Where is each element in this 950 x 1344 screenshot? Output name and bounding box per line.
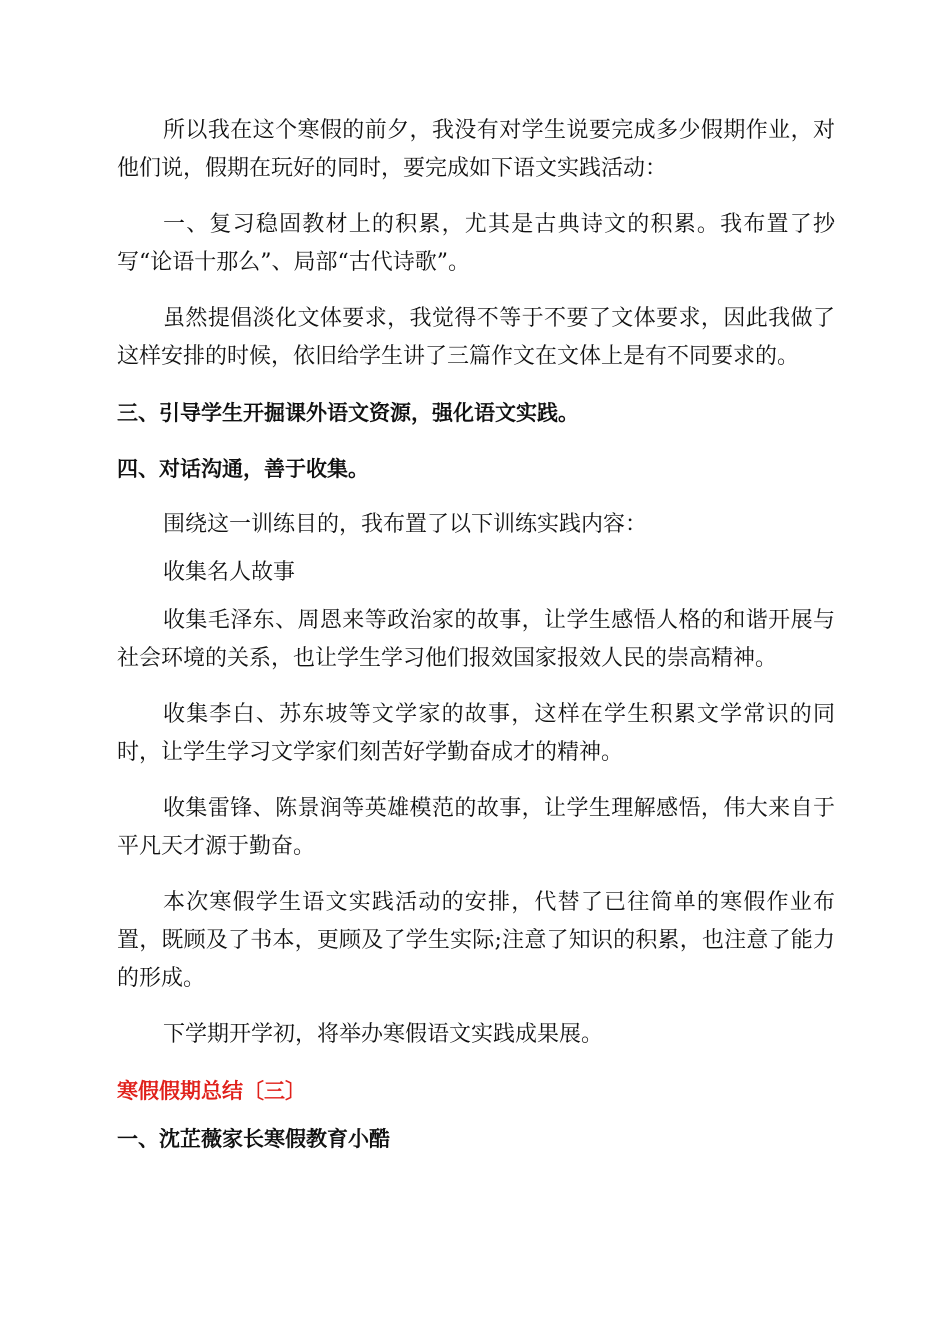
paragraph-4: 围绕这一训练目的，我布置了以下训练实践内容： [163, 512, 648, 537]
heading-subsection-1: 一、沈芷薇家长寒假教育小酷 [117, 1127, 390, 1151]
paragraph-10: 下学期开学初，将举办寒假语文实践成果展。 [163, 1022, 604, 1047]
paragraph-6: 收集毛泽东、周恩来等政治家的故事，让学生感悟人格的和谐开展与社会环境的关系，也让学生学习他们报效国家报效人民的崇高精神。 [117, 608, 835, 671]
paragraph-2: 一、复习稳固教材上的积累，尤其是古典诗文的积累。我布置了抄写“论语十那么”、局部“古代诗歌”。 [117, 212, 835, 275]
paragraph-5: 收集名人故事 [163, 560, 296, 585]
paragraph-7: 收集李白、苏东坡等文学家的故事，这样在学生积累文学常识的同时，让学生学习文学家们刻苦好学勤奋成才的精神。 [117, 702, 835, 765]
heading-section-4: 四、对话沟通，善于收集。 [117, 457, 369, 481]
paragraph-9: 本次寒假学生语文实践活动的安排，代替了已往简单的寒假作业布置，既顾及了书本，更顾及了学生实际;注意了知识的积累，也注意了能力的形成。 [117, 890, 835, 991]
section-title: 寒假假期总结〔三〕 [117, 1079, 306, 1103]
paragraph-1: 所以我在这个寒假的前夕，我没有对学生说要完成多少假期作业，对他们说，假期在玩好的同时，要完成如下语文实践活动： [117, 118, 835, 181]
heading-section-3: 三、引导学生开掘课外语文资源，强化语文实践。 [117, 401, 579, 425]
paragraph-8: 收集雷锋、陈景润等英雄模范的故事，让学生理解感悟，伟大来自于平凡天才源于勤奋。 [117, 796, 835, 859]
paragraph-3: 虽然提倡淡化文体要求，我觉得不等于不要了文体要求，因此我做了这样安排的时候，依旧给学生讲了三篇作文在文体上是有不同要求的。 [117, 306, 835, 369]
document-page [117, 112, 835, 1158]
